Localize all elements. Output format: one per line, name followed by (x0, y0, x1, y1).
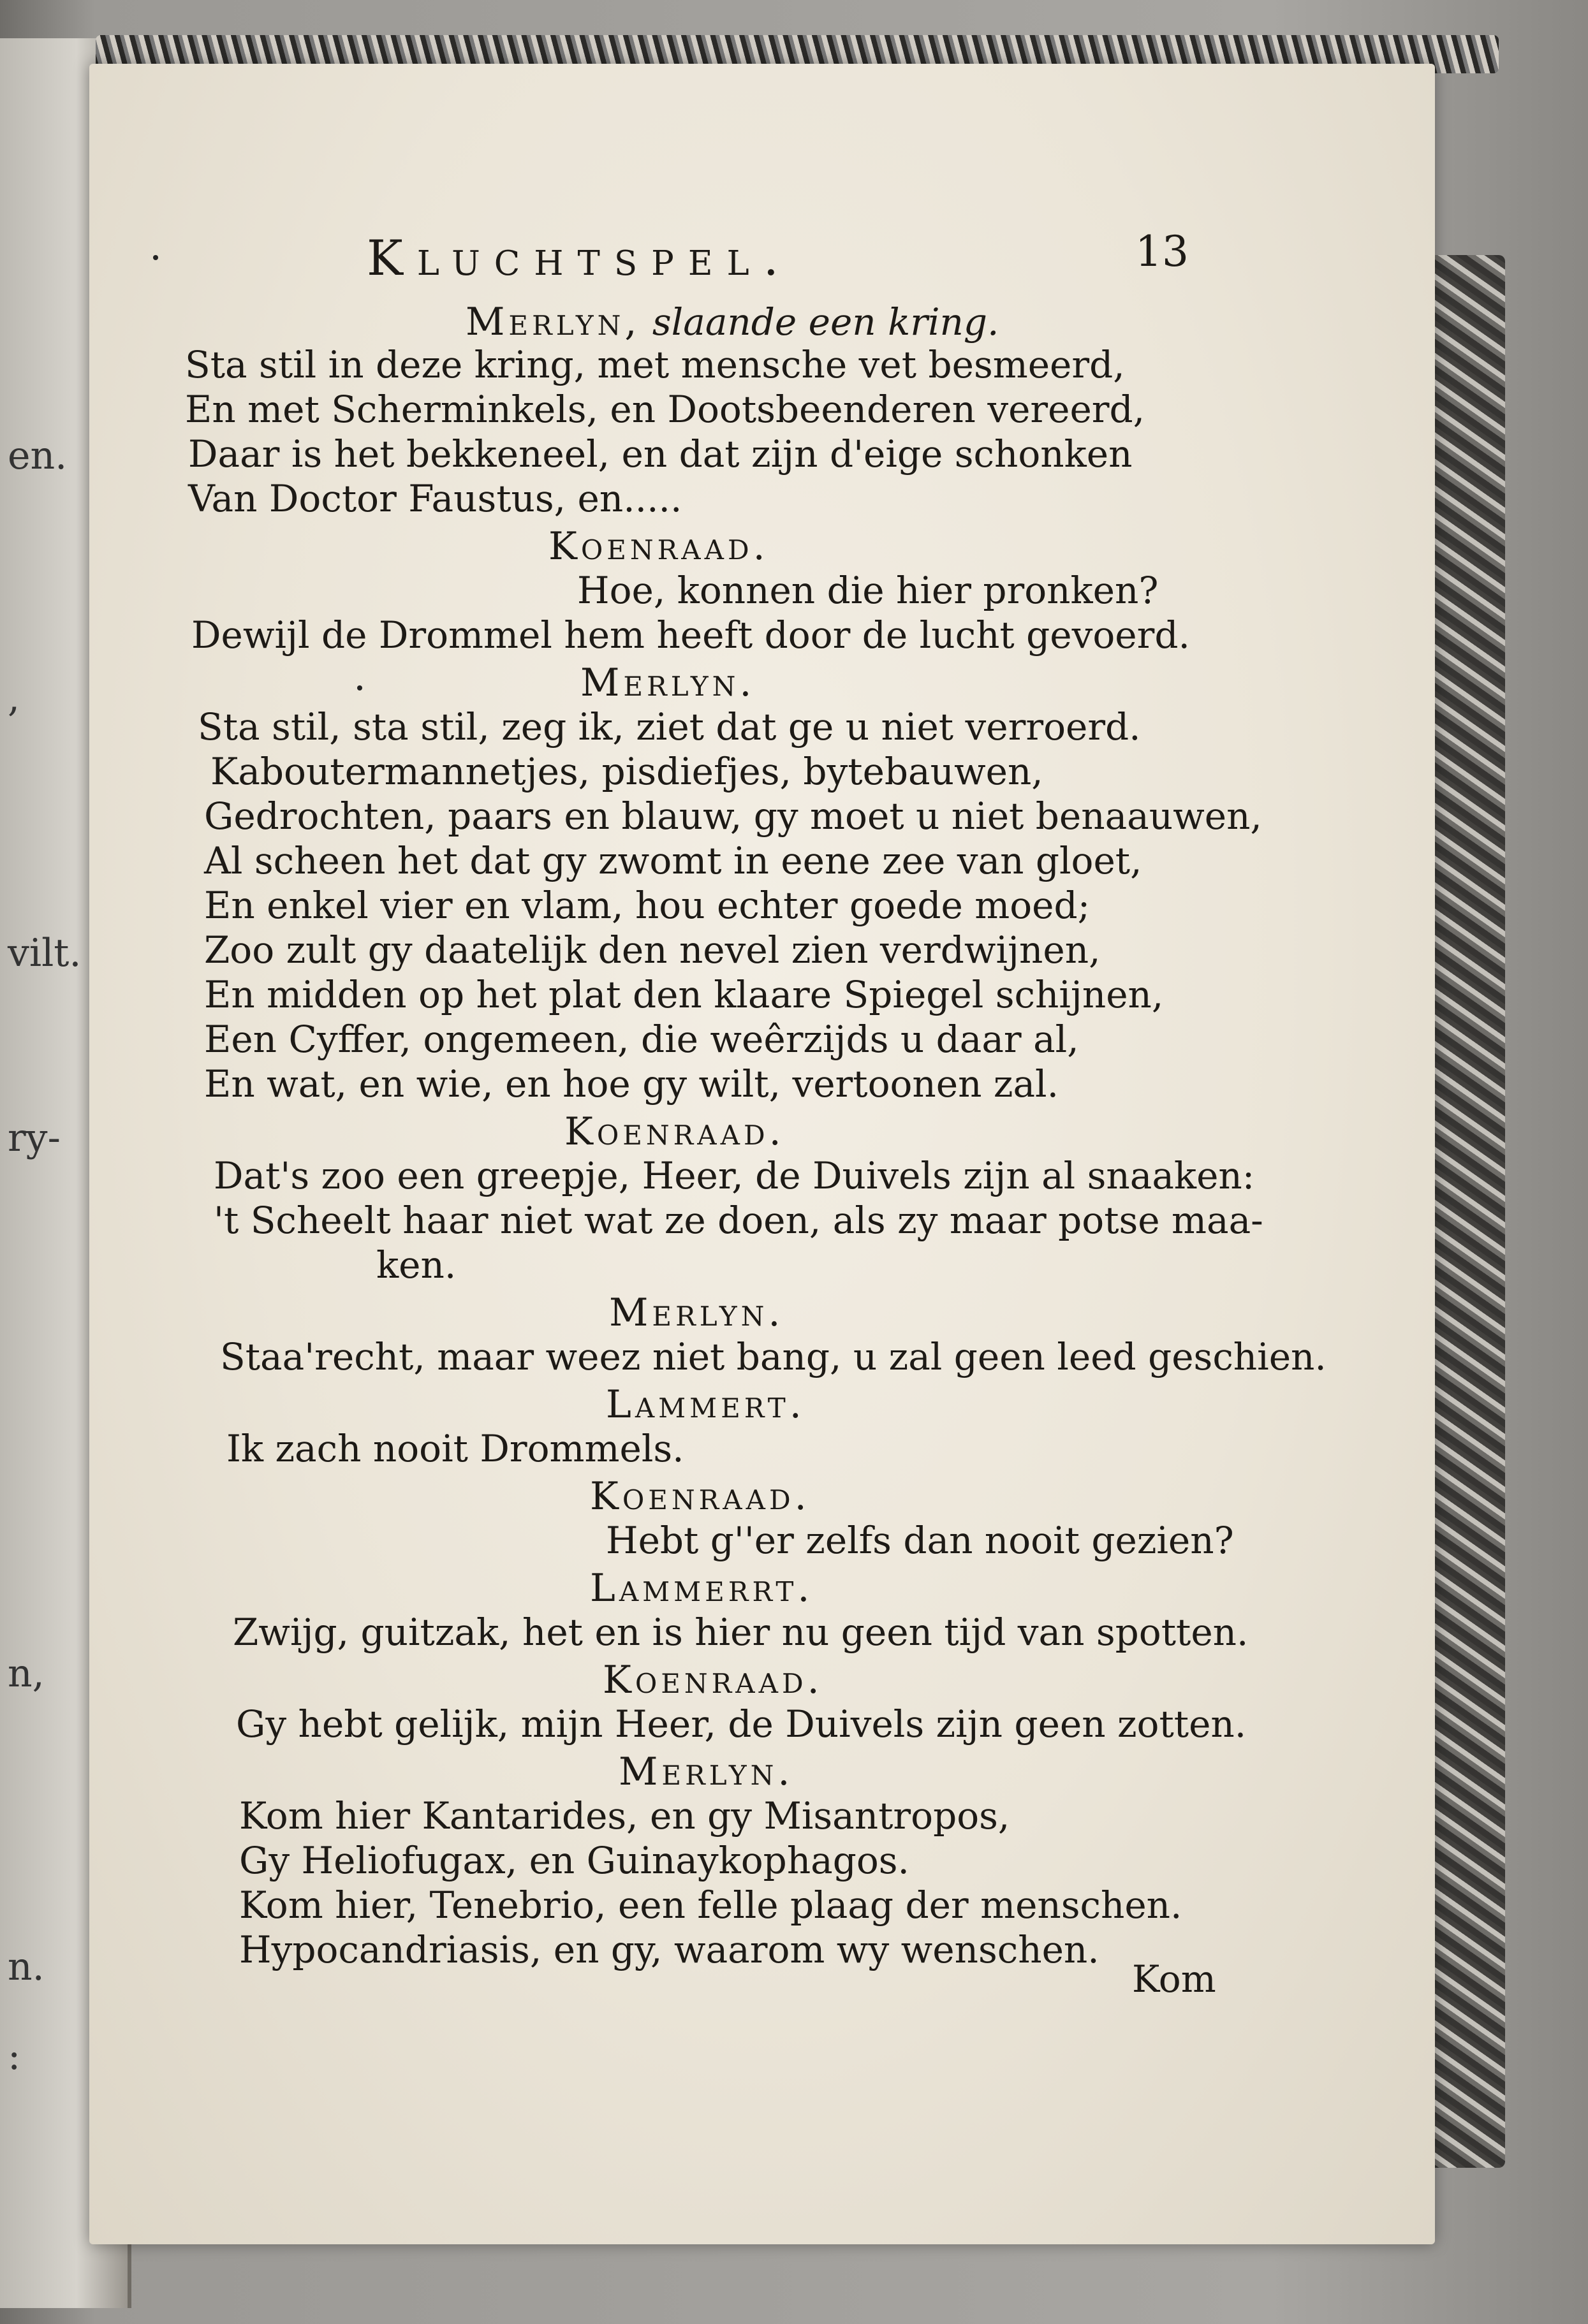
verse-line: En enkel vier en vlam, hou echter goede moed; (204, 884, 1091, 927)
verse-line: Daar is het bekkeneel, en dat zijn d'eige schonken (188, 432, 1133, 476)
verse-line: Al scheen het dat gy zwomt in eene zee van gloet, (204, 839, 1142, 882)
speaker-name: Koenraad. (590, 1474, 811, 1519)
verse-line: En midden op het plat den klaare Spiegel schijnen, (204, 973, 1164, 1016)
verse-line: En wat, en wie, en hoe gy wilt, vertoonen zal. (204, 1062, 1059, 1106)
left-page-fragment: en. (8, 434, 68, 478)
verse-line: Staa'recht, maar weez niet bang, u zal geen leed geschien. (220, 1335, 1327, 1378)
verse-line: Van Doctor Faustus, en..... (188, 477, 682, 520)
speaker-name: Merlyn. (609, 1290, 784, 1335)
verse-line: Dat's zoo een greepje, Heer, de Duivels zijn al snaaken: (214, 1154, 1255, 1197)
page-number: 13 (1135, 227, 1189, 276)
verse-line: Een Cyffer, ongemeen, die weêrzijds u daar al, (204, 1018, 1079, 1061)
left-page-fragment: : (8, 2034, 21, 2079)
verse-line: Hoe, konnen die hier pronken? (577, 569, 1159, 612)
verse-line: En met Scherminkels, en Dootsbeenderen vereerd, (185, 388, 1145, 431)
verse-line: Zoo zult gy daatelijk den nevel zien verdwijnen, (204, 928, 1101, 972)
verse-line: Hypocandriasis, en gy, waarom wy wenschen. (239, 1928, 1099, 1971)
speaker-line (466, 300, 999, 344)
ink-speck (153, 255, 158, 260)
verse-line: Sta stil, sta stil, zeg ik, ziet dat ge u niet verroerd. (198, 705, 1141, 749)
verse-line: Gedrochten, paars en blauw, gy moet u niet benaauwen, (204, 794, 1262, 838)
verse-line: Gy hebt gelijk, mijn Heer, de Duivels zijn geen zotten. (236, 1702, 1247, 1746)
left-page-fragment: ry- (8, 1116, 61, 1160)
speaker-name: Merlyn. (580, 661, 756, 705)
verse-line: Gy Heliofugax, en Guinaykophagos. (239, 1839, 909, 1882)
verse-line: ken. (376, 1243, 457, 1287)
left-page-fragment: , (8, 676, 20, 720)
verse-line: Sta stil in deze kring, met mensche vet besmeerd, (185, 343, 1125, 386)
verse-line: 't Scheelt haar niet wat ze doen, als zy maar potse maa- (214, 1199, 1263, 1242)
verse-line: Hebt g''er zelfs dan nooit gezien? (606, 1519, 1234, 1562)
left-page-fragment: n. (8, 1945, 45, 1989)
speaker-name: Lammerrt. (590, 1566, 814, 1611)
speaker-name: Lammert. (606, 1382, 805, 1427)
speaker-name: Merlyn, (466, 300, 641, 344)
verse-line: Kom hier, Tenebrio, een felle plaag der menschen. (239, 1883, 1182, 1927)
catchword: Kom (1132, 1957, 1216, 2001)
speaker-name: Koenraad. (548, 524, 769, 569)
stage-direction: slaande een kring. (652, 300, 999, 344)
verse-line: Kom hier Kantarides, en gy Misantropos, (239, 1794, 1010, 1838)
verse-line: Ik zach nooit Drommels. (226, 1427, 684, 1470)
speaker-name: Koenraad. (603, 1658, 823, 1702)
verse-line: Zwijg, guitzak, het en is hier nu geen tijd van spotten. (233, 1611, 1249, 1654)
ink-speck (357, 685, 362, 691)
speaker-name: Merlyn. (619, 1750, 794, 1794)
running-title: Kluchtspel. (367, 230, 793, 286)
left-page-fragment: n, (8, 1651, 45, 1696)
speaker-name: Koenraad. (564, 1109, 785, 1154)
verse-line: Dewijl de Drommel hem heeft door de lucht gevoerd. (191, 613, 1190, 657)
verse-line: Kaboutermannetjes, pisdiefjes, bytebauwen, (210, 750, 1043, 793)
left-page-fragment: vilt. (8, 931, 82, 976)
